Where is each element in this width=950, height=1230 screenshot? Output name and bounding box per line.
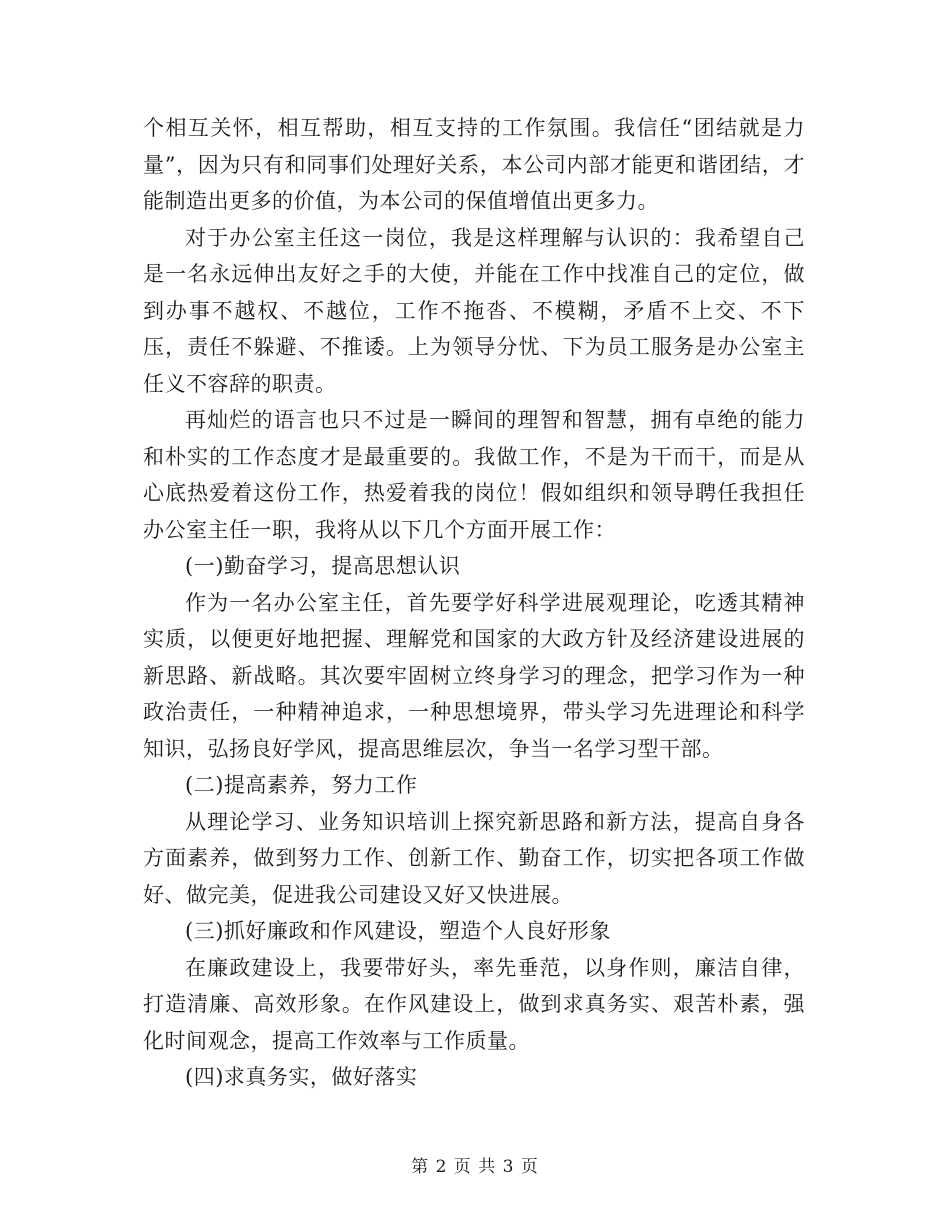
paragraph-continuation: 个相互关怀，相互帮助，相互支持的工作氛围。我信任“团结就是力量”，因为只有和同事们处理好关系，本公司内部才能更和谐团结，才能制造出更多的价值，为本公司的保值增值出更多力。 [143,116,805,213]
document-body [143,110,805,1096]
paragraph-integrity: 在廉政建设上，我要带好头，率先垂范，以身作则，廉洁自律，打造清廉、高效形象。在作风建设上，做到求真务实、艰苦朴素，强化时间观念，提高工作效率与工作质量。 [143,955,805,1053]
section-heading-4: (四)求真务实，做好落实 [185,1065,418,1089]
paragraph-role-understanding: 对于办公室主任这一岗位，我是这样理解与认识的：我希望自己是一名永远伸出友好之手的大使，并能在工作中找准自己的定位，做到办事不越权、不越位，工作不拖沓、不模糊，矛盾不上交、不下压，责任不躲避、不推诿。上为领导分忧、下为员工服务是办公室主任义不容辞的职责。 [143,225,805,396]
page-footer: 第 2 页 共 3 页 [411,1157,539,1177]
section-heading-1: (一)勤奋学习，提高思想认识 [185,554,461,578]
paragraph-study: 作为一名办公室主任，首先要学好科学进展观理论，吃透其精神实质，以便更好地把握、理解党和国家的大政方针及经济建设进展的新思路、新战略。其次要牢固树立终身学习的理念，把学习作为一种政治责任，一种精神追求，一种思想境界，带头学习先进理论和科学知识，弘扬良好学风，提高思维层次，争当一名学习型干部。 [143,590,805,761]
section-heading-3: (三)抓好廉政和作风建设，塑造个人良好形象 [185,919,611,943]
paragraph-quality: 从理论学习、业务知识培训上探究新思路和新方法，提高自身各方面素养，做到努力工作、创新工作、勤奋工作，切实把各项工作做好、做完美，促进我公司建设又好又快进展。 [143,809,805,907]
section-heading-2: (二)提高素养，努力工作 [185,773,418,797]
paragraph-work-attitude: 再灿烂的语言也只不过是一瞬间的理智和智慧，拥有卓绝的能力和朴实的工作态度才是最重要的。我做工作，不是为干而干，而是从心底热爱着这份工作，热爱着我的岗位！假如组织和领导聘任我担任办公室主任一职，我将从以下几个方面开展工作： [143,408,805,542]
